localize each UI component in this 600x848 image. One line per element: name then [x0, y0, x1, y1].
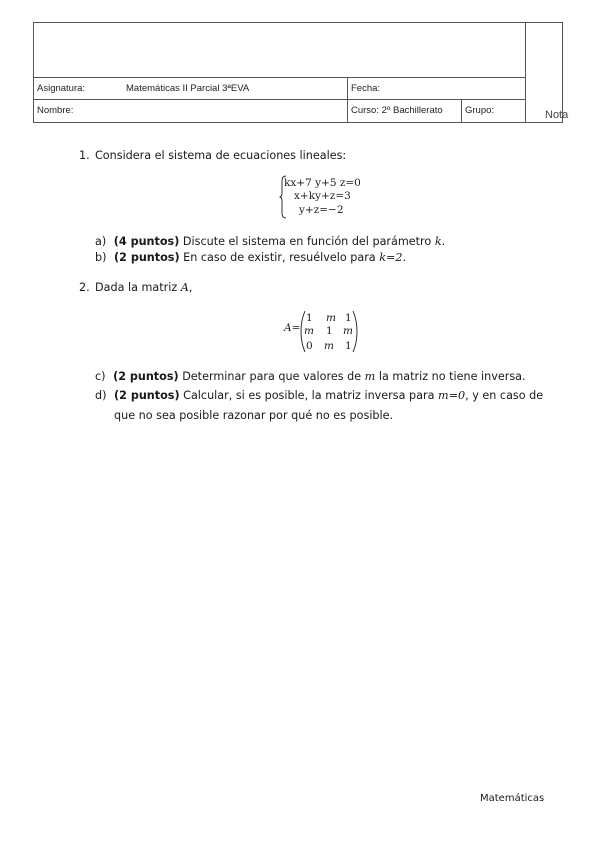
q1a-var: k	[434, 235, 442, 248]
q2d-math: m=0	[438, 389, 466, 402]
fecha-label: Fecha:	[351, 83, 381, 94]
grupo-label: Grupo:	[465, 105, 495, 116]
q1b-letter: b)	[95, 251, 107, 264]
q2c-pre: Determinar para que valores de	[182, 370, 362, 383]
q1a-points: (4 puntos)	[113, 235, 180, 248]
grupo-column-divider	[461, 99, 462, 123]
q1-equation-3: y+z=−2	[299, 204, 344, 216]
q2c-post: la matriz no tiene inversa.	[378, 370, 526, 383]
q1b-points: (2 puntos)	[114, 251, 180, 264]
q1a-end: .	[441, 235, 446, 248]
matrix-cell-r2c3: m	[343, 325, 353, 337]
matrix-cell-r3c3: 1	[345, 340, 352, 352]
q1b-math: k=2	[379, 251, 403, 264]
q2-statement	[95, 281, 192, 295]
matrix-cell-r1c3: 1	[345, 312, 352, 324]
q2-number: 2.	[79, 281, 90, 294]
matrix-cell-r3c1: 0	[306, 340, 313, 352]
header-row-divider-1	[33, 77, 525, 78]
matrix-cell-r1c2: m	[326, 312, 336, 324]
matrix-label: A=	[284, 322, 301, 334]
header-row-divider-2	[33, 99, 525, 100]
q2c-item	[95, 370, 526, 384]
nota-column-divider	[525, 22, 526, 123]
q1-number: 1.	[79, 149, 90, 162]
fecha-column-divider	[347, 77, 348, 123]
q1-equation-1: kx+7 y+5 z=0	[284, 177, 361, 189]
matrix-cell-r2c1: m	[304, 325, 314, 337]
q2d-pre: Calcular, si es posible, la matriz inversa para	[183, 389, 435, 402]
q1a-text: Discute el sistema en función del parámetro	[182, 235, 432, 248]
asignatura-value: Matemáticas II Parcial 3ªEVA	[126, 83, 250, 94]
q2-var: A	[180, 281, 189, 294]
q2d-line2: que no sea posible razonar por qué no es posible.	[114, 409, 394, 422]
q2-end: ,	[188, 281, 193, 294]
q1b-text: En caso de existir, resuélvelo para	[183, 251, 376, 264]
footer-subject: Matemáticas	[480, 793, 545, 804]
q2d-points: (2 puntos)	[114, 389, 180, 402]
q1a-item	[95, 235, 445, 249]
q1b-end: .	[402, 251, 407, 264]
matrix-cell-r2c2: 1	[326, 325, 333, 337]
curso-label: Curso: 2º Bachillerato	[351, 105, 443, 116]
matrix-cell-r3c2: m	[324, 340, 334, 352]
q2d-letter: d)	[95, 389, 107, 402]
q2-text: Dada la matriz	[95, 281, 178, 294]
q1b-item	[95, 251, 406, 265]
q2c-points: (2 puntos)	[113, 370, 179, 383]
q1a-letter: a)	[95, 235, 107, 248]
q2c-var: m	[364, 370, 376, 383]
q1-statement: Considera el sistema de ecuaciones lineales:	[95, 149, 347, 162]
nota-label: Nota	[545, 109, 569, 121]
q1-equation-2: x+ky+z=3	[294, 190, 351, 202]
nombre-label: Nombre:	[37, 105, 74, 116]
matrix-cell-r1c1: 1	[306, 312, 313, 324]
asignatura-label: Asignatura:	[37, 83, 86, 94]
q2d-item	[95, 389, 543, 403]
q2d-post: , y en caso de	[465, 389, 544, 402]
q2c-letter: c)	[95, 370, 106, 383]
